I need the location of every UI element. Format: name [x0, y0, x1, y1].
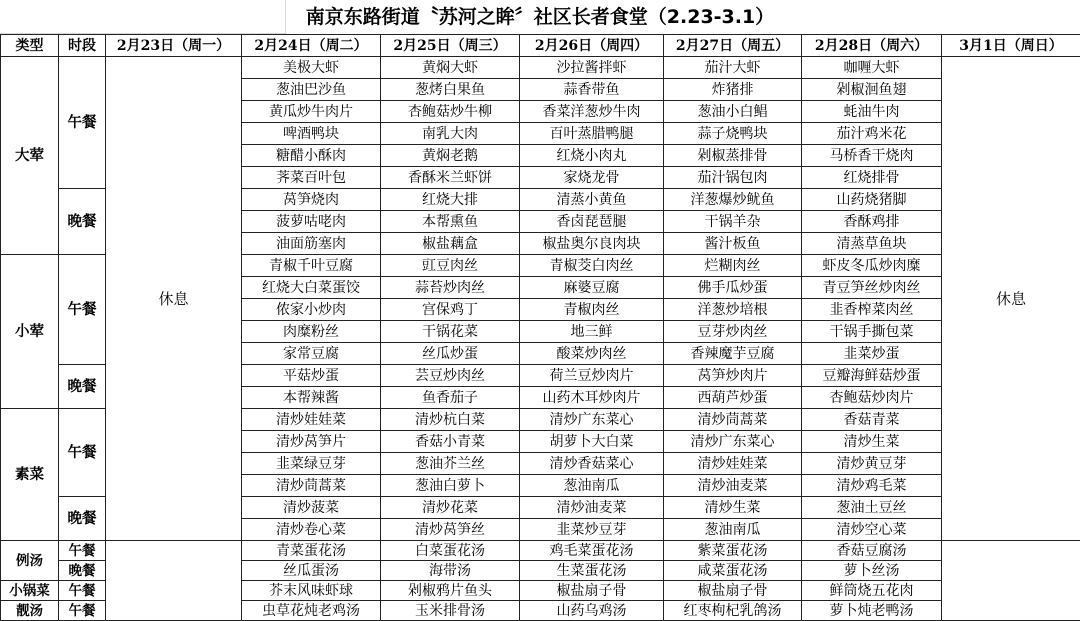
dish-cell: 香菇豆腐汤 [802, 541, 942, 561]
dish-cell: 茄汁大虾 [664, 57, 802, 79]
dish-cell: 美极大虾 [242, 57, 381, 79]
slot-dinner: 晚餐 [59, 365, 106, 409]
dish-cell: 葱油巴沙鱼 [242, 79, 381, 101]
slot-lunch: 午餐 [59, 581, 106, 601]
dish-cell: 香菇青菜 [802, 409, 942, 431]
monday-blank [106, 541, 242, 621]
dish-cell: 清蒸小黄鱼 [520, 189, 664, 211]
dish-cell: 紫菜蛋花汤 [664, 541, 802, 561]
dish-cell: 香卤琵琶腿 [520, 211, 664, 233]
dish-cell: 家烧龙骨 [520, 167, 664, 189]
dish-cell: 韭菜绿豆芽 [242, 453, 381, 475]
category-xiao-guo-cai: 小锅菜 [1, 581, 59, 601]
category-liang-tang: 靓汤 [1, 601, 59, 621]
slot-dinner: 晚餐 [59, 561, 106, 581]
dish-cell: 清炒广东菜心 [664, 431, 802, 453]
dish-cell: 山药木耳炒肉片 [520, 387, 664, 409]
dish-cell: 清炒黄豆芽 [802, 453, 942, 475]
dish-cell: 红烧小肉丸 [520, 145, 664, 167]
dish-cell: 清炒茼蒿菜 [664, 409, 802, 431]
dish-cell: 清炒菠菜 [242, 497, 381, 519]
dish-cell: 茄汁锅包肉 [664, 167, 802, 189]
dish-cell: 青椒肉丝 [520, 299, 664, 321]
dish-cell: 清炒广东菜心 [520, 409, 664, 431]
header-day-sat: 2月28日（周六） [802, 35, 942, 57]
dish-cell: 海带汤 [381, 561, 520, 581]
dish-cell: 本帮熏鱼 [381, 211, 520, 233]
dish-cell: 杏鲍菇炒肉片 [802, 387, 942, 409]
dish-cell: 百叶蒸腊鸭腿 [520, 123, 664, 145]
dish-cell: 青椒千叶豆腐 [242, 255, 381, 277]
dish-cell: 芥末风味虾球 [242, 581, 381, 601]
header-day-wed: 2月25日（周三） [381, 35, 520, 57]
dish-cell: 韭香榨菜肉丝 [802, 299, 942, 321]
dish-cell: 萝卜炖老鸭汤 [802, 601, 942, 621]
dish-cell: 莴笋炒肉片 [664, 365, 802, 387]
dish-cell: 洋葱炒培根 [664, 299, 802, 321]
dish-cell: 清炒娃娃菜 [664, 453, 802, 475]
dish-cell: 青椒茭白肉丝 [520, 255, 664, 277]
dish-cell: 剁椒洄鱼翅 [802, 79, 942, 101]
dish-cell: 清炒卷心菜 [242, 519, 381, 541]
dish-cell: 葱油土豆丝 [802, 497, 942, 519]
dish-cell: 麻婆豆腐 [520, 277, 664, 299]
dish-cell: 啤酒鸭块 [242, 123, 381, 145]
table-row [1, 57, 1080, 79]
slot-lunch: 午餐 [59, 541, 106, 561]
dish-cell: 葱油南瓜 [520, 475, 664, 497]
dish-cell: 香菜洋葱炒牛肉 [520, 101, 664, 123]
dish-cell: 虾皮冬瓜炒肉糜 [802, 255, 942, 277]
dish-cell: 清蒸草鱼块 [802, 233, 942, 255]
dish-cell: 葱油白萝卜 [381, 475, 520, 497]
header-day-fri: 2月27日（周五） [664, 35, 802, 57]
dish-cell: 香酥鸡排 [802, 211, 942, 233]
dish-cell: 清炒杭白菜 [381, 409, 520, 431]
dish-cell: 剁椒鸦片鱼头 [381, 581, 520, 601]
slot-lunch: 午餐 [59, 409, 106, 497]
dish-cell: 红烧大白菜蛋饺 [242, 277, 381, 299]
slot-dinner: 晚餐 [59, 189, 106, 255]
dish-cell: 黄焖大虾 [381, 57, 520, 79]
dish-cell: 地三鲜 [520, 321, 664, 343]
dish-cell: 干锅羊杂 [664, 211, 802, 233]
dish-cell: 清炒茼蒿菜 [242, 475, 381, 497]
dish-cell: 清炒生菜 [802, 431, 942, 453]
slot-lunch: 午餐 [59, 601, 106, 621]
dish-cell: 本帮辣酱 [242, 387, 381, 409]
dish-cell: 椒盐藕盒 [381, 233, 520, 255]
dish-cell: 白菜蛋花汤 [381, 541, 520, 561]
dish-cell: 玉米排骨汤 [381, 601, 520, 621]
dish-cell: 葱油南瓜 [664, 519, 802, 541]
dish-cell: 平菇炒蛋 [242, 365, 381, 387]
dish-cell: 酱汁板鱼 [664, 233, 802, 255]
dish-cell: 椒盐扇子骨 [520, 581, 664, 601]
header-day-sun: 3月1日（周日） [942, 35, 1080, 57]
dish-cell: 咖喱大虾 [802, 57, 942, 79]
dish-cell: 清炒莴笋丝 [381, 519, 520, 541]
dish-cell: 葱油芥兰丝 [381, 453, 520, 475]
category-li-tang: 例汤 [1, 541, 59, 581]
dish-cell: 韭菜炒豆芽 [520, 519, 664, 541]
dish-cell: 清炒空心菜 [802, 519, 942, 541]
dish-cell: 沙拉酱拌虾 [520, 57, 664, 79]
dish-cell: 蒜子烧鸭块 [664, 123, 802, 145]
rest-monday: 休息 [106, 57, 242, 541]
dish-cell: 鱼香茄子 [381, 387, 520, 409]
slot-lunch: 午餐 [59, 255, 106, 365]
dish-cell: 青豆笋丝炒肉丝 [802, 277, 942, 299]
dish-cell: 清炒油麦菜 [664, 475, 802, 497]
dish-cell: 南乳大肉 [381, 123, 520, 145]
dish-cell: 清炒娃娃菜 [242, 409, 381, 431]
dish-cell: 红枣枸杞乳鸽汤 [664, 601, 802, 621]
dish-cell: 山药乌鸡汤 [520, 601, 664, 621]
dish-cell: 清炒莴笋片 [242, 431, 381, 453]
dish-cell: 清炒香菇菜心 [520, 453, 664, 475]
dish-cell: 宫保鸡丁 [381, 299, 520, 321]
dish-cell: 葱烤白果鱼 [381, 79, 520, 101]
dish-cell: 胡萝卜大白菜 [520, 431, 664, 453]
dish-cell: 菠萝咕咾肉 [242, 211, 381, 233]
dish-cell: 香酥米兰虾饼 [381, 167, 520, 189]
dish-cell: 西葫芦炒蛋 [664, 387, 802, 409]
dish-cell: 剁椒蒸排骨 [664, 145, 802, 167]
dish-cell: 红烧排骨 [802, 167, 942, 189]
slot-dinner: 晚餐 [59, 497, 106, 541]
dish-cell: 青菜蛋花汤 [242, 541, 381, 561]
dish-cell: 丝瓜蛋汤 [242, 561, 381, 581]
dish-cell: 酸菜炒肉丝 [520, 343, 664, 365]
header-day-thu: 2月26日（周四） [520, 35, 664, 57]
dish-cell: 香辣魔芋豆腐 [664, 343, 802, 365]
dish-cell: 糖醋小酥肉 [242, 145, 381, 167]
dish-cell: 清炒油麦菜 [520, 497, 664, 519]
dish-cell: 芸豆炒肉丝 [381, 365, 520, 387]
dish-cell: 马桥香干烧肉 [802, 145, 942, 167]
header-day-tue: 2月24日（周二） [242, 35, 381, 57]
header-type: 类型 [1, 35, 59, 57]
dish-cell: 炸猪排 [664, 79, 802, 101]
dish-cell: 葱油小白鲳 [664, 101, 802, 123]
dish-cell: 韭菜炒蛋 [802, 343, 942, 365]
dish-cell: 清炒鸡毛菜 [802, 475, 942, 497]
header-slot: 时段 [59, 35, 106, 57]
dish-cell: 佛手瓜炒蛋 [664, 277, 802, 299]
page-title: 南京东路街道〝苏河之眸〞社区长者食堂（2.23-3.1） [305, 6, 775, 28]
dish-cell: 干锅花菜 [381, 321, 520, 343]
header-row [1, 35, 1080, 57]
category-da-hun: 大荤 [1, 57, 59, 255]
dish-cell: 虫草花炖老鸡汤 [242, 601, 381, 621]
dish-cell: 豆芽炒肉丝 [664, 321, 802, 343]
dish-cell: 椒盐扇子骨 [664, 581, 802, 601]
dish-cell: 干锅手撕包菜 [802, 321, 942, 343]
dish-cell: 鸡毛菜蛋花汤 [520, 541, 664, 561]
table-row [1, 541, 1080, 561]
dish-cell: 荷兰豆炒肉片 [520, 365, 664, 387]
dish-cell: 丝瓜炒蛋 [381, 343, 520, 365]
dish-cell: 咸菜蛋花汤 [664, 561, 802, 581]
dish-cell: 豆瓣海鲜菇炒蛋 [802, 365, 942, 387]
dish-cell: 清炒生菜 [664, 497, 802, 519]
dish-cell: 黄瓜炒牛肉片 [242, 101, 381, 123]
dish-cell: 洋葱爆炒鱿鱼 [664, 189, 802, 211]
dish-cell: 红烧大排 [381, 189, 520, 211]
category-su-cai: 素菜 [1, 409, 59, 541]
dish-cell: 香菇小青菜 [381, 431, 520, 453]
dish-cell: 肉糜粉丝 [242, 321, 381, 343]
dish-cell: 山药烧猪脚 [802, 189, 942, 211]
menu-table [0, 34, 1080, 621]
dish-cell: 荠菜百叶包 [242, 167, 381, 189]
dish-cell: 萝卜丝汤 [802, 561, 942, 581]
dish-cell: 生菜蛋花汤 [520, 561, 664, 581]
header-day-mon: 2月23日（周一） [106, 35, 242, 57]
sunday-blank [942, 541, 1080, 621]
slot-lunch: 午餐 [59, 57, 106, 189]
dish-cell: 莴笋烧肉 [242, 189, 381, 211]
dish-cell: 蚝油牛肉 [802, 101, 942, 123]
dish-cell: 黄焖老鹅 [381, 145, 520, 167]
dish-cell: 油面筋塞肉 [242, 233, 381, 255]
dish-cell: 椒盐奥尔良肉块 [520, 233, 664, 255]
dish-cell: 豇豆肉丝 [381, 255, 520, 277]
dish-cell: 家常豆腐 [242, 343, 381, 365]
dish-cell: 杏鲍菇炒牛柳 [381, 101, 520, 123]
dish-cell: 蒜香带鱼 [520, 79, 664, 101]
rest-sunday: 休息 [942, 57, 1080, 541]
dish-cell: 茄汁鸡米花 [802, 123, 942, 145]
dish-cell: 鲜筒烧五花肉 [802, 581, 942, 601]
dish-cell: 侬家小炒肉 [242, 299, 381, 321]
dish-cell: 烂糊肉丝 [664, 255, 802, 277]
dish-cell: 清炒花菜 [381, 497, 520, 519]
category-xiao-hun: 小荤 [1, 255, 59, 409]
dish-cell: 蒜苔炒肉丝 [381, 277, 520, 299]
